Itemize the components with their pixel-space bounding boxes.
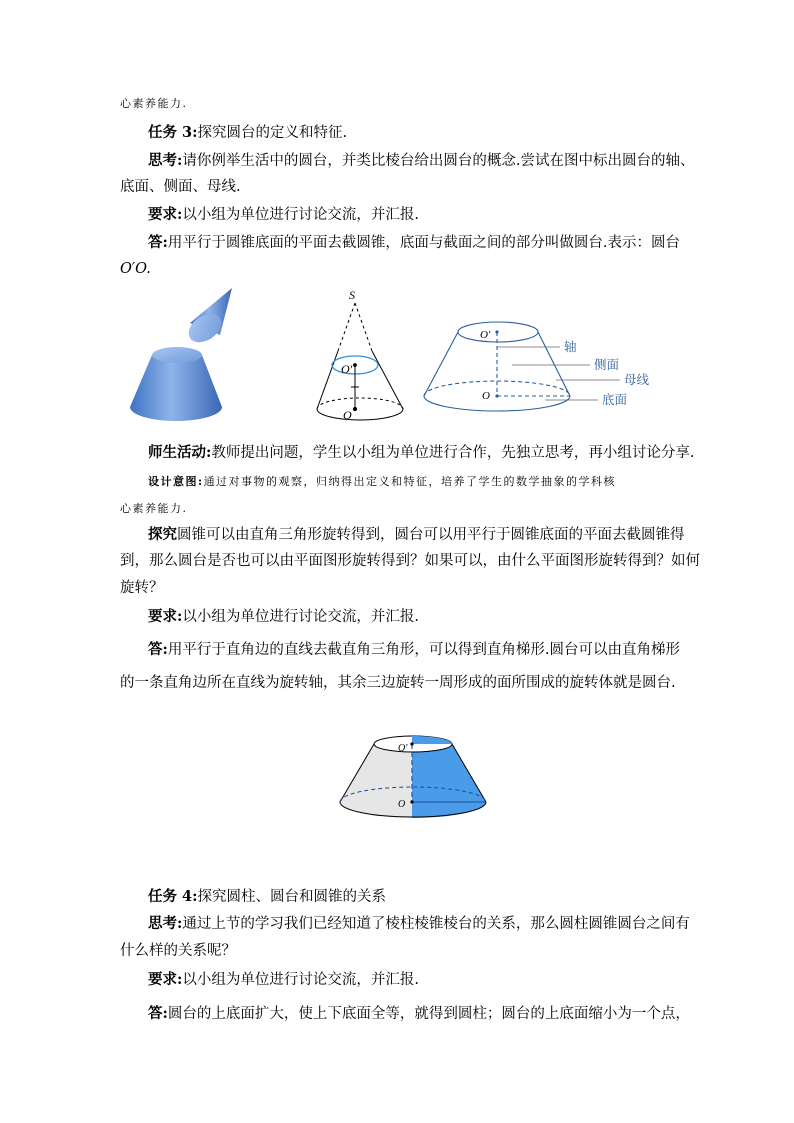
explore-label: 探究 [148,526,177,543]
think-line-2: 底面、侧面、母线. [120,179,241,195]
frustum-top-center-label: O′ [480,329,491,341]
answer3-label: 答: [148,1005,168,1022]
answer2-text: 用平行于直角边的直线去截直角三角形，可以得到直角梯形.圆台可以由直角梯形 [167,642,680,658]
task4-text: 探究圆柱、圆台和圆锥的关系 [197,889,386,905]
think2-line-2: 什么样的关系呢？ [120,943,236,959]
text-line: 心素养能力. [120,97,188,110]
cone-section-diagram [317,303,403,420]
design-text: 通过对事物的观察，归纳得出定义和特征，培养了学生的数学抽象的学科核 [203,475,617,488]
task4-line [148,887,386,907]
answer2-label: 答: [148,641,168,658]
explore-line-3: 旋转？ [120,580,164,596]
requirement3-text: 以小组为单位进行讨论交流，并汇报. [182,972,419,988]
design-label: 设计意图: [148,475,204,488]
task3-text: 探究圆台的定义和特征. [197,125,348,141]
explore-line-2: 到，那么圆台是否也可以由平面图形旋转得到？如果可以，由什么平面图形旋转得到？如何 [120,553,700,569]
think2-text: 通过上节的学习我们已经知道了棱柱棱锥棱台的关系，那么圆柱圆锥圆台之间有 [182,916,690,932]
think2-line [148,914,690,934]
answer-text: 用平行于圆锥底面的平面去截圆锥，底面与截面之间的部分叫做圆台.表示：圆台 [167,235,680,251]
figure-row [120,283,680,433]
design-line [148,472,616,492]
think-text: 请你例举生活中的圆台，并类比棱台给出圆台的概念.尝试在图中标出圆台的轴、 [182,153,695,169]
axis-label: 轴 [564,339,577,354]
task3-line [148,123,347,143]
answer-label: 答: [148,234,168,251]
requirement2-text: 以小组为单位进行讨论交流，并汇报. [182,609,419,625]
design-line-2: 心素养能力. [120,502,188,515]
task4-label: 任务 4: [148,888,198,905]
frustum-bottom-center-label: O [482,390,490,402]
requirement-text: 以小组为单位进行讨论交流，并汇报. [182,207,419,223]
cone-top-center-label: O′ [341,362,353,376]
rotation-top-center-label: O′ [398,743,408,754]
requirement2-line [148,607,419,627]
answer2-line-2: 的一条直角边所在直线为旋转轴，其余三边旋转一周形成的面所围成的旋转体就是圆台. [120,675,676,691]
solid-cone-frustum-image [130,288,232,421]
cone-bottom-center-label: O [343,408,352,422]
requirement3-label: 要求: [148,971,183,988]
answer-line-2: O′O. [120,261,151,277]
answer3-line [148,1004,690,1024]
answer2-line [148,640,680,660]
think-line [148,151,694,171]
answer-line [148,233,680,253]
side-label: 侧面 [594,357,620,372]
frustum-rotation-diagram [330,730,500,830]
rotation-bottom-center-label: O [398,799,406,810]
activity-text: 教师提出问题，学生以小组为单位进行合作，先独立思考，再小组讨论分享. [211,445,695,461]
think2-label: 思考: [148,915,183,932]
cone-apex-label: S [349,288,355,302]
think-label: 思考: [148,152,183,169]
activity-label: 师生活动: [148,444,212,461]
base-label: 底面 [602,392,628,407]
explore-line [148,525,685,545]
requirement-line [148,205,419,225]
requirement-label: 要求: [148,206,183,223]
generatrix-label: 母线 [624,372,650,387]
requirement2-label: 要求: [148,608,183,625]
explore-text: 圆锥可以由直角三角形旋转得到，圆台可以用平行于圆锥底面的平面去截圆锥得 [177,527,685,543]
activity-line [148,443,694,463]
answer3-text: 圆台的上底面扩大，使上下底面全等，就得到圆柱；圆台的上底面缩小为一个点， [167,1006,690,1022]
task3-label: 任务 3: [148,124,198,141]
frustum-labeled-diagram [424,322,620,411]
requirement3-line [148,970,419,990]
